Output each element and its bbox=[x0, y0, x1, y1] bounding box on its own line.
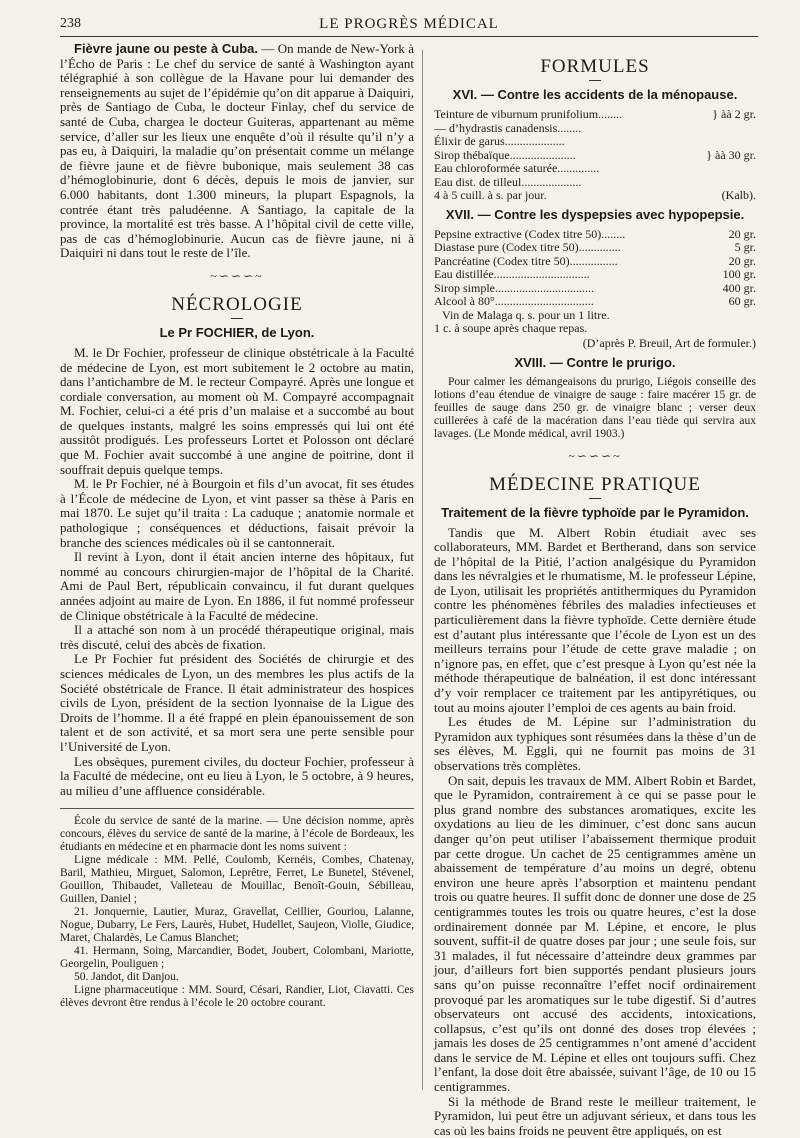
med-paragraph-4: Si la méthode de Brand reste le meilleur traitement, le Pyramidon, lui peut être un adjuvant sérieux, et dans tous les cas où les bains froids ne peuvent être appliqués, on est bbox=[434, 1093, 756, 1138]
page-number: 238 bbox=[60, 16, 81, 31]
recipe-quantity: } àà 2 gr. bbox=[712, 107, 756, 121]
ecole-paragraph-2: Ligne médicale : MM. Pellé, Coulomb, Kernéis, Combes, Chatenay, Baril, Mathieu, Mirguet, Salomon, Leprêtre, Ferret, Le Bunetel, Stévenel, Gouillon, Thibaudet, Valleteau de Mouillac, Benoît-Gouin, Sébilleau, Guillen, Daniel ; bbox=[60, 854, 414, 906]
recipe-quantity: } àà 30 gr. bbox=[706, 147, 756, 162]
recipe-item: — d’hydrastis canadensis........ bbox=[434, 120, 582, 135]
fievre-title: Fièvre jaune ou peste à Cuba. bbox=[74, 41, 259, 56]
recipe-item: Sirop simple................................. bbox=[434, 280, 595, 295]
med-paragraph-1: Tandis que M. Albert Robin étudiait avec ses collaborateurs, MM. Bardet et Bertherand, dans son service de l’hôpital de la Pitié, l’action analgésique du Pyramidon dans les névralgies et le rhumatisme, M. le professeur Lépine, de Lyon, utilisait les propriétés antithermiques du Pyramidon contre les phénomènes fébriles des maladies infectieuses et particulièrement dans la fièvre typhoïde. Cette dernière étude est d’autant plus intéressante que l’école de Lyon est un des meilleurs terrains pour l’étude de cette grave maladie ; on n’ignore pas, en effet, que c’est presque à Lyon qu’est née la méthode thérapeutique de balnéation, il est donc intéressant d’y voir remplacer ce traitement par les antipyrétiques, ou tout au moins ajouter l’emploi de ces agents au bain froid. bbox=[434, 524, 757, 715]
recipe-row bbox=[434, 108, 756, 122]
necro-paragraph-4: Il a attaché son nom à un procédé thérapeutique original, mais très discuté, celui des abcès de fixation. bbox=[60, 622, 414, 652]
recipe-row bbox=[434, 241, 756, 255]
medecine-subtitle: Traitement de la fièvre typhoïde par le Pyramidon. bbox=[441, 504, 749, 520]
recipe-quantity: 60 gr. bbox=[728, 294, 756, 308]
recipe-item: Pancréatine (Codex titre 50)................ bbox=[434, 253, 618, 268]
recipe-quantity: 20 gr. bbox=[728, 253, 756, 268]
page-header bbox=[60, 14, 758, 37]
recipe-item: Teinture de viburnum prunifolium........ bbox=[434, 107, 623, 121]
left-column bbox=[60, 42, 414, 1010]
recipe-quantity: 400 gr. bbox=[722, 280, 756, 295]
recipe-row bbox=[434, 176, 756, 190]
journal-title: LE PROGRÈS MÉDICAL bbox=[319, 16, 499, 32]
column-divider bbox=[422, 50, 423, 1090]
recipe-item: Diastase pure (Codex titre 50).............. bbox=[434, 240, 621, 254]
recipe-row bbox=[434, 122, 756, 136]
xvi-author: (Kalb). bbox=[721, 188, 756, 202]
med-paragraph-2: Les études de M. Lépine sur l’administration du Pyramidon aux typhiques sont résumées dans la thèse d’un de ses élèves, M. Eggli, qui ne fournit pas moins de 31 observations très complètes. bbox=[434, 714, 756, 773]
recipe-item: Élixir de garus.................... bbox=[434, 134, 565, 148]
xvii-dose: 1 c. à soupe après chaque repas. bbox=[434, 321, 588, 335]
horizontal-rule bbox=[60, 808, 414, 809]
xvii-recipe bbox=[434, 228, 756, 309]
recipe-row bbox=[434, 255, 756, 269]
recipe-quantity: 100 gr. bbox=[722, 267, 756, 281]
right-column bbox=[434, 42, 756, 1138]
necro-paragraph-3: Il revint à Lyon, dont il était ancien interne des hôpitaux, fut nommé au concours chirurgien-major de l’hôpital de la Charité. Ami de Paul Bert, républicain convaincu, il fut durant quelques années adjoint au maire de Lyon. En 1886, il fut nommé professeur de Clinique obstétricale à la Faculté de médecine. bbox=[60, 549, 414, 623]
medecine-title: MÉDECINE PRATIQUE bbox=[489, 473, 701, 495]
recipe-row bbox=[434, 295, 756, 309]
necro-paragraph-1: M. le Dr Fochier, professeur de clinique obstétricale à la Faculté de médecine de Lyon, est mort subitement le 2 octobre au matin, dans l’antichambre de M. le recteur Compayré. Après une longue et cordiale conversation, au moment où M. Compayré accompagnait M. Fochier, celui-ci a été pris d’un malaise et a succombé au bout de quelques instants, malgré les soins empressés qui lui ont été aussitôt prodigués. Les professeurs Lortet et Polosson ont déclaré que M. Fochier avait succombé à une angine de poitrine, dont il souffrait depuis quelque temps. bbox=[60, 344, 414, 477]
recipe-row bbox=[434, 228, 756, 242]
necrologie-title: NÉCROLOGIE bbox=[171, 293, 303, 315]
ecole-paragraph-1: École du service de santé de la marine. — Une décision nomme, après concours, élèves du service de santé de la marine, à l’école de Bordeaux, les étudiants en médecine et en pharmacie dont les noms suivent : bbox=[60, 815, 414, 854]
xvi-title: XVI. — Contre les accidents de la ménopause. bbox=[452, 87, 738, 102]
recipe-item: Alcool à 80°................................. bbox=[434, 294, 594, 308]
ecole-paragraph-3: 21. Jonquernie, Lautier, Muraz, Gravellat, Ceillier, Gouriou, Lalanne, Nogue, Dubarry, Le Fers, Laurès, Hubet, Hudellet, Saujeon, Violle, Giudice, Maret, Chalardès, Le Camus Blanchet; bbox=[60, 906, 414, 945]
xvii-source: (D’après P. Breuil, Art de formuler.) bbox=[582, 335, 756, 350]
recipe-row bbox=[434, 149, 756, 163]
recipe-row bbox=[434, 268, 756, 282]
necrologie-subtitle: Le Pr FOCHIER, de Lyon. bbox=[159, 324, 315, 340]
recipe-item: Eau distillée................................ bbox=[434, 267, 590, 281]
xviii-title: XVIII. — Contre le prurigo. bbox=[514, 354, 676, 370]
xvii-vin: Vin de Malaga q. s. pour un 1 litre. bbox=[442, 307, 610, 322]
ecole-paragraph-6: Ligne pharmaceutique : MM. Sourd, Césari, Randier, Liot, Ciavatti. Ces élèves devront être rendus à l’école le 20 octobre courant. bbox=[60, 984, 414, 1010]
ornament-divider: ~∽∽∽~ bbox=[210, 268, 264, 283]
section-rule bbox=[589, 498, 601, 499]
section-rule bbox=[231, 318, 243, 319]
recipe-quantity: 5 gr. bbox=[734, 240, 756, 254]
recipe-item: Sirop thébaïque...................... bbox=[434, 147, 576, 162]
xvi-dose: 4 à 5 cuill. à s. par jour. bbox=[434, 188, 547, 202]
recipe-quantity: 20 gr. bbox=[728, 226, 756, 241]
recipe-item: Eau chloroformée saturée.............. bbox=[434, 161, 600, 175]
recipe-row bbox=[434, 162, 756, 176]
ecole-notice bbox=[60, 815, 414, 1010]
recipe-row bbox=[434, 282, 756, 296]
necro-paragraph-5: Le Pr Fochier fut président des Sociétés de chirurgie et des sciences médicales de Lyon, un des membres les plus actifs de la Société obstétricale de France. Il était administrateur des hospices civils de Lyon, président de la section lyonnaise de la Ligue des Droits de l’homme. Il a été frappé en plein épanouissement de son talent et de son activité, et sa mort sera une perte sensible pour l’Université de Lyon. bbox=[60, 651, 414, 754]
necro-paragraph-6: Les obsèques, purement civiles, du docteur Fochier, professeur à la Faculté de médecine, ont eu lieu à Lyon, le 5 octobre, à 9 heures, au milieu d’une affluence considérable. bbox=[60, 753, 414, 798]
ecole-paragraph-5: 50. Jandot, dit Danjou. bbox=[74, 971, 179, 984]
formules-title: FORMULES bbox=[540, 56, 650, 77]
med-paragraph-3: On sait, depuis les travaux de MM. Albert Robin et Bardet, que le Pyramidon, contrairement à ce qui se passe pour le plus grand nombre des substances aromatiques, excite les oxydations au lieu de les diminuer, c’est donc sans aucun danger qu’on peut utiliser l’abaissement thermique produit par cette drogue. Un cachet de 25 centigrammes amène un abaissement de température d’au moins un degré, obtenu environ une heure après l’absorption et maintenu pendant trois ou quatre heures. Il suffit donc de donner une dose de 25 centigrammes toutes les trois ou quatre heures, c’est la dose ordinairement donnée par M. Lépine, et encore, le plus souvent, suffit-il de quatre doses par jour ; une seule fois, sur 31 malades, il fut nécessaire d’atteindre deux grammes par jour, d’ailleurs fort bien supportés pendant plusieurs jours sans qu’on puisse reconnaître l’effet nocif ordinairement provoqué par les aromatiques sur le tube digestif. Si d’autres observateurs ont accusé des accidents, intoxications, collapsus, c’est qu’ils ont donné des doses trop élevées ; jamais les doses de 25 centigrammes n’ont amené d’accident dans le service de M. Lépine et elles ont toujours suffi. Chez l’enfant, la dose doit être abaissée, suivant l’âge, de 10 ou 15 centigrammes. bbox=[434, 772, 756, 1095]
recipe-item: Eau dist. de tilleul.................... bbox=[434, 174, 582, 189]
recipe-row bbox=[434, 135, 756, 149]
fievre-text: — On mande de New-York à l’Écho de Paris : Le chef du service de santé à Washington ayant télégraphié à son collègue de la Havane pour lui demander des renseignements au sujet de l’épidémie qu’on dit apparue à Daiquiri, près de Santiago de Cuba, le docteur Finlay, chef du service de santé de Cuba, chargea le docteur Guiteras, appartenant au même service, d’aller sur les lieux une enquête d’où il résulte qu’il n’y a pas eu, à Daiquiri, la maladie qu’on présentait comme un mélange de fièvre jaune et de fièvre bubonique, mais seulement 38 cas d’hémoglobinurie, dont 6 décès, depuis le mois de janvier, sur 6.000 habitants, dont 1.300 mineurs, la plupart Espagnols, la contrée étant très paludéenne. A Santiago, la capitale de la province, la mortalité est très basse. A l’hôpital civil de cette ville, pas de cas d’hémoglobinurie. Aucun cas de fièvre jaune, ni à Daiquiri ni dans tout le reste de l’île. bbox=[60, 41, 415, 261]
ecole-paragraph-4: 41. Hermann, Soing, Marcandier, Bodet, Joubert, Colombani, Mariotte, Georgelin, Pouliguen ; bbox=[60, 945, 414, 971]
ornament-divider: ~∽∽∽~ bbox=[568, 448, 622, 463]
recipe-item: Pepsine extractive (Codex titre 50)........ bbox=[434, 226, 626, 241]
xvi-dose-row bbox=[434, 189, 756, 203]
necro-paragraph-2: M. le Pr Fochier, né à Bourgoin et fils d’un avocat, fit ses études à l’École de médecine de Lyon, et vint passer sa thèse à Paris en mai 1870. Le sujet qu’il traita : La caduque ; anatomie normale et pathologique ; conséquences et déductions, faisait prévoir la branche des sciences médicales où il se cantonnerait. bbox=[60, 476, 414, 550]
xviii-text: Pour calmer les démangeaisons du prurigo, Liégois conseille des lotions d’eau étendue de vinaigre de sauge : faire macérer 15 gr. de feuilles de sauge dans 250 gr. de vinaigre blanc ; verser deux cuillerées à café de la macération dans l’eau tiède qui servira aux lavages. (Le Monde médical, avril 1903.) bbox=[434, 375, 756, 440]
xvi-recipe bbox=[434, 108, 756, 189]
fievre-paragraph bbox=[60, 42, 414, 261]
xvii-title: XVII. — Contre les dyspepsies avec hypopepsie. bbox=[445, 206, 745, 222]
section-rule bbox=[589, 80, 601, 81]
